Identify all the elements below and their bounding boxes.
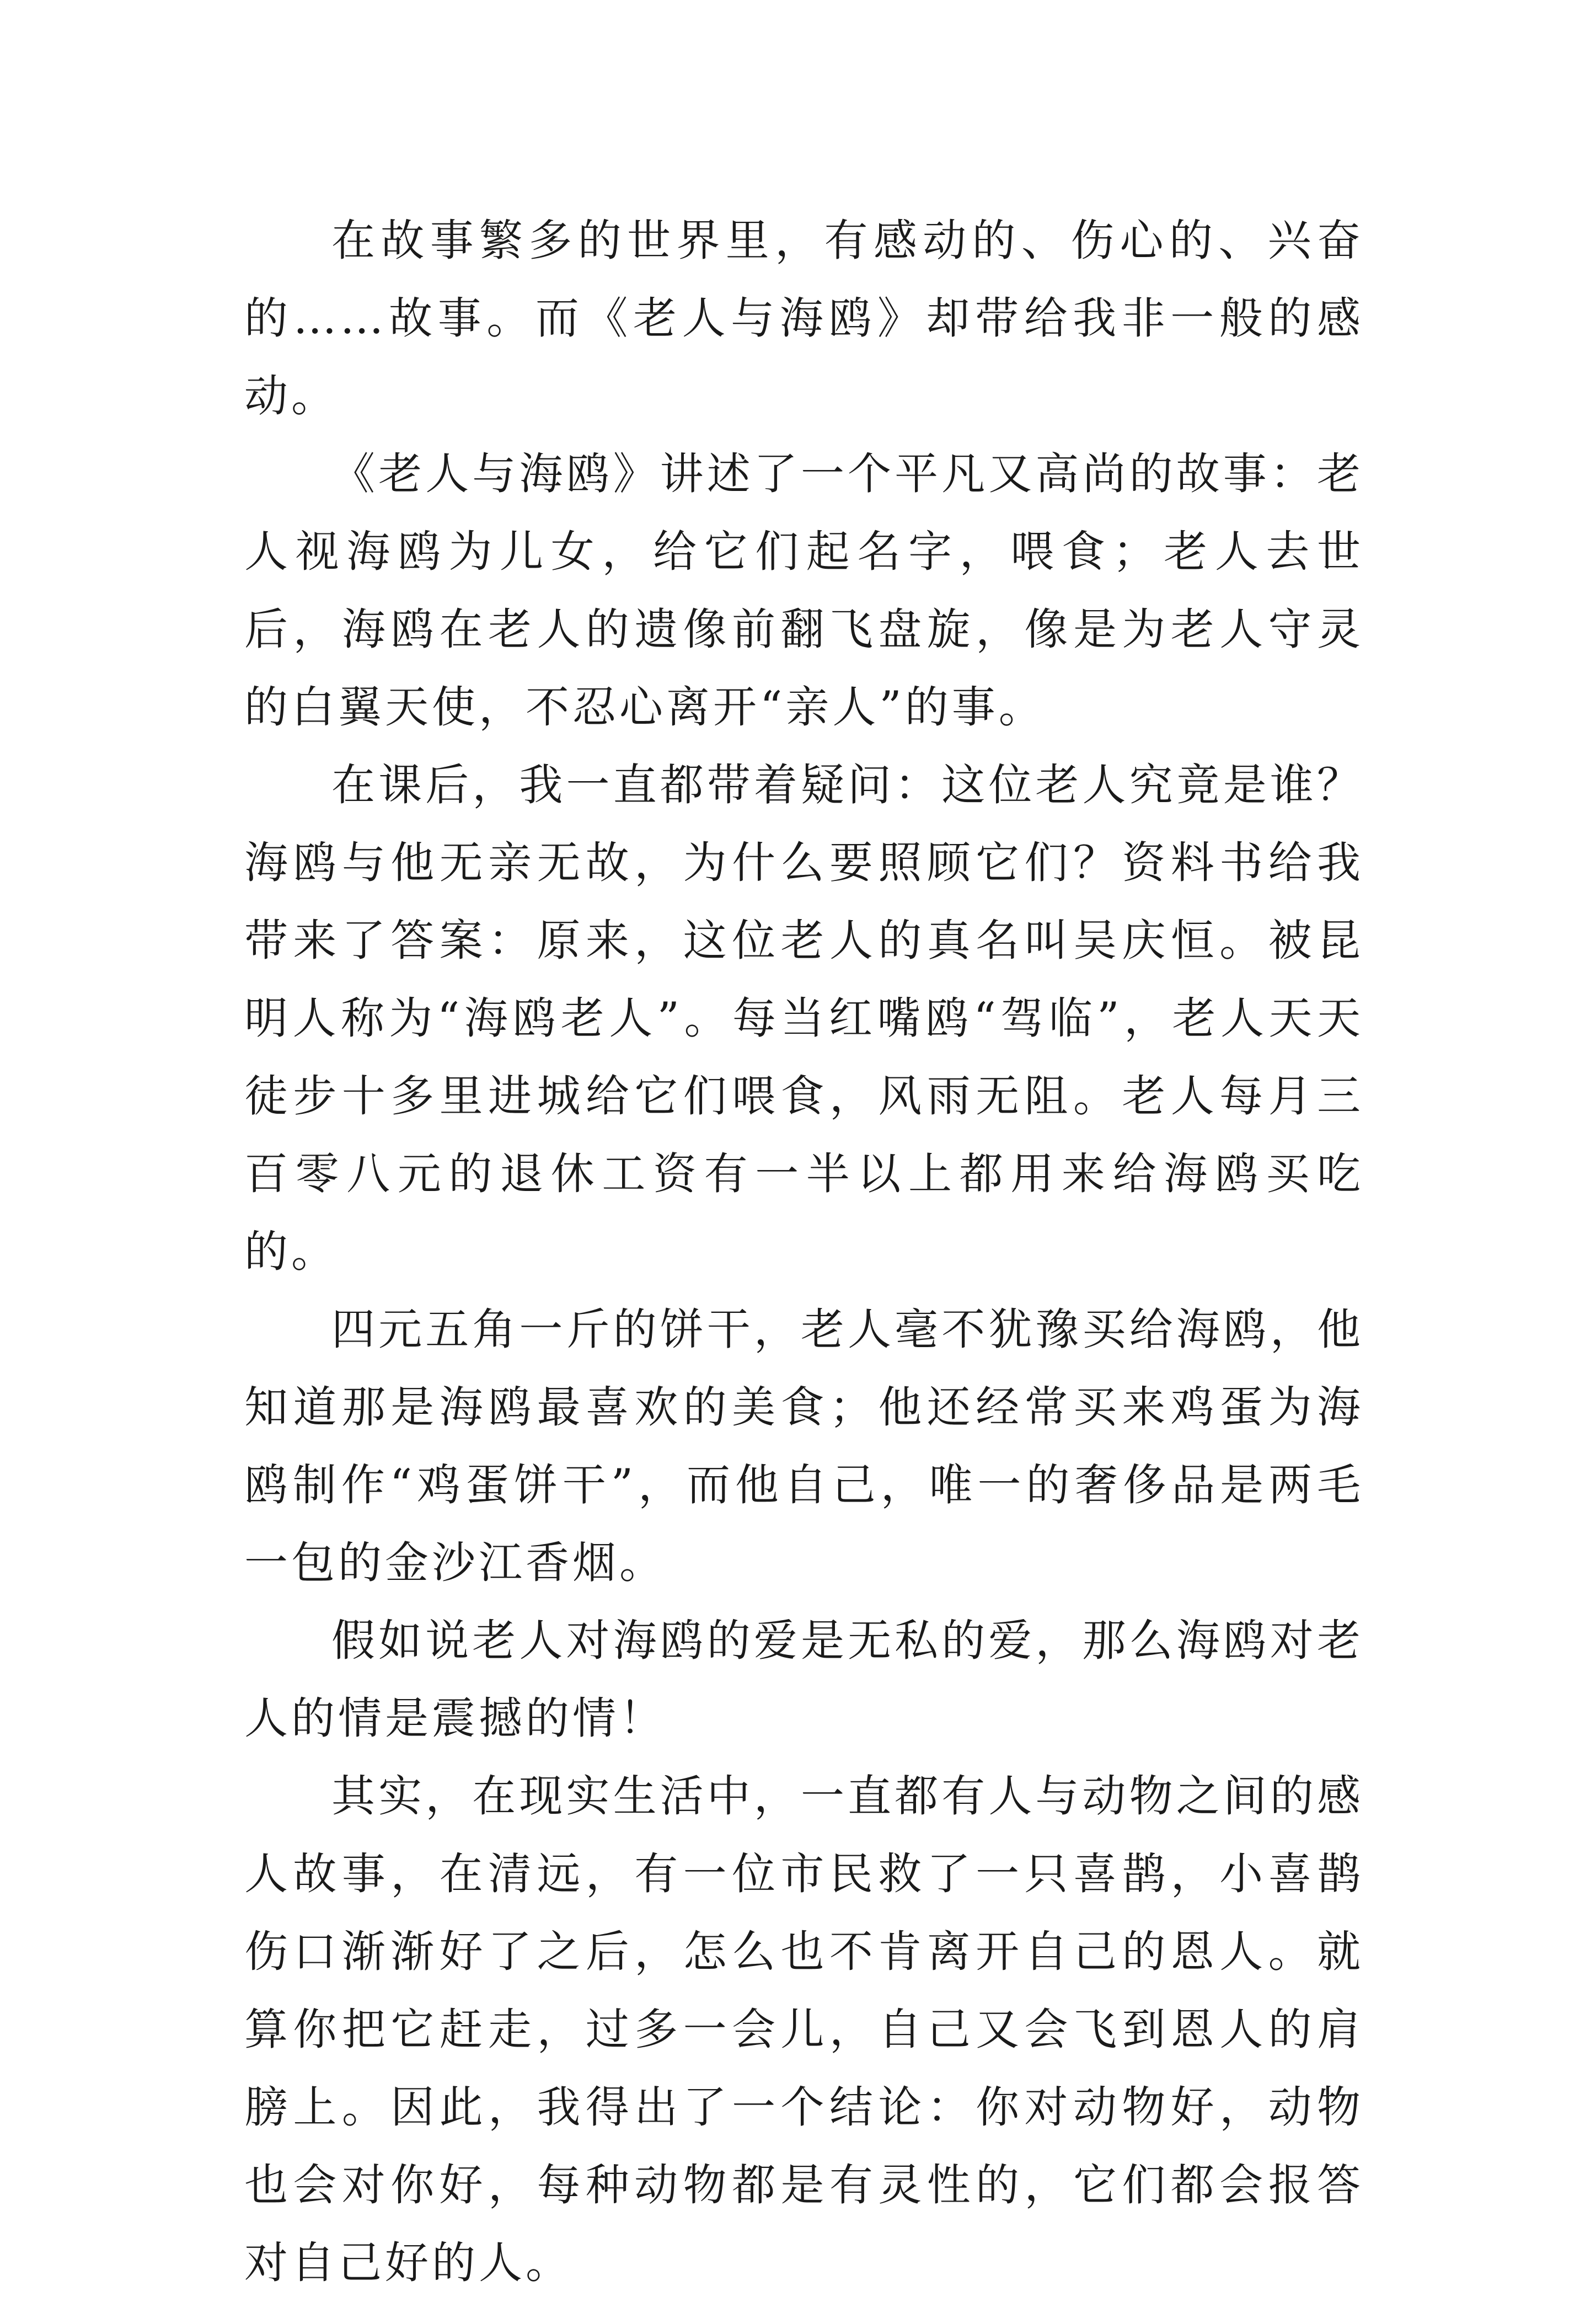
paragraph: 《老人与海鸥》讲述了一个平凡又高尚的故事：老人视海鸥为儿女，给它们起名字，喂食；老人去世后，海鸥在老人的遗像前翻飞盘旋，像是为老人守灵的白翼天使，不忍心离开“亲人”的事。 [244, 448, 1364, 733]
paragraph: 四元五角一斤的饼干，老人毫不犹豫买给海鸥，他知道那是海鸥最喜欢的美食；他还经常买来鸡蛋为海鸥制作“鸡蛋饼干”，而他自己，唯一的奢侈品是两毛一包的金沙江香烟。 [244, 1304, 1364, 1588]
paragraph: 在故事繁多的世界里，有感动的、伤心的、兴奋的……故事。而《老人与海鸥》却带给我非一般的感动。 [244, 215, 1364, 421]
paragraph: 假如说老人对海鸥的爱是无私的爱，那么海鸥对老人的情是震撼的情！ [244, 1615, 1364, 1744]
document-body [244, 202, 1364, 2302]
paragraph: 其实，在现实生活中，一直都有人与动物之间的感人故事，在清远，有一位市民救了一只喜鹊，小喜鹊伤口渐渐好了之后，怎么也不肯离开自己的恩人。就算你把它赶走，过多一会儿，自己又会飞到恩人的肩膀上。因此，我得出了一个结论：你对动物好，动物也会对你好，每种动物都是有灵性的，它们都会报答对自己好的人。 [244, 1771, 1364, 2288]
paragraph: 在课后，我一直都带着疑问：这位老人究竟是谁？海鸥与他无亲无故，为什么要照顾它们？资料书给我带来了答案：原来，这位老人的真名叫吴庆恒。被昆明人称为“海鸥老人”。每当红嘴鸥“驾临”，老人天天徒步十多里进城给它们喂食，风雨无阻。老人每月三百零八元的退休工资有一半以上都用来给海鸥买吃的。 [244, 760, 1364, 1277]
